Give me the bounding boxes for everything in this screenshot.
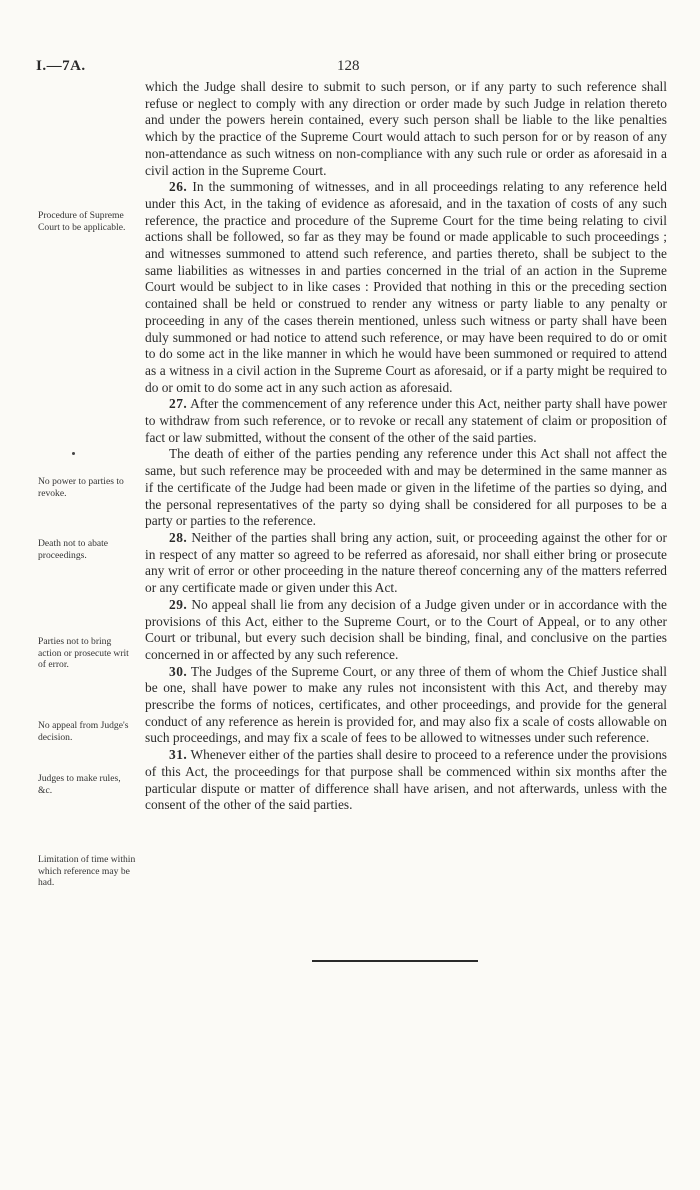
paragraph: [145, 79, 667, 179]
section-27: [145, 396, 667, 446]
page-number: 128: [337, 58, 360, 74]
paragraph-text: No appeal shall lie from any decision of a Judge given under or in accordance with the provisions of this Act, either to the Supreme Court, or to the Court of Appeal, or to any other Court or tribunal, but every such decision shall be binding, final, and conclusive on the parties concerned in or affected by any such reference.: [145, 596, 667, 662]
margin-note: Parties not to bring action or prosecute writ of error.: [38, 636, 129, 670]
section-number: 31.: [169, 747, 188, 763]
section-26: [145, 179, 667, 396]
paragraph-text: Neither of the parties shall bring any action, suit, or proceeding against the other for or in respect of any matter so agreed to be referred as aforesaid, nor shall either bring or prosecute any writ of error or other proceeding in the nature thereof concerning any of the matters referred or any certificate made or given under this Act.: [145, 529, 668, 596]
paragraph-text: The Judges of the Supreme Court, or any three of them of whom the Chief Justice shall be one, shall have power to make any rules not inconsistent with this Act, and thereby may prescribe the forms of notices, certificates, and other proceedings, and provide for the general conduct of any reference as herein is provided for, and may also fix a scale of costs allowable on such proceedings, and may fix a scale of fees to be allowed to witnesses under such reference.: [145, 663, 668, 746]
paragraph-text: After the commencement of any reference under this Act, neither party shall have power to withdraw from such reference, or to revoke or recall any statement of claim or proposition of fact or law submitted, without the consent of the other of the said parties.: [145, 396, 667, 445]
paragraph-text: In the summoning of witnesses, and in all proceedings relating to any reference held under this Act, in the taking of evidence as aforesaid, and in the taxation of costs of any such reference, the practice and procedure of the Supreme Court for the time being relating to civil actions shall be followed, so far as they may be found or made applicable to such proceedings ; and witnesses summoned to attend such reference, and parties thereto, shall be subject to the same liabilities as witnesses in and parties concerned in the trial of an action in the Supreme Court would be subject to in like cases : Provided that nothing in this or the preceding section contained shall be held or construed to render any witness or party liable to any penalty or proceeding in any of the cases therein mentioned, unless such witness or party shall have been duly summoned or had notice to attend such reference, or may have been required to do or omit to do some act in the like manner in which he would have been summoned or required to attend as a witness in a civil action in the Supreme Court as aforesaid, or if a party might be required to do or omit to do some act in any such action as aforesaid.: [145, 179, 667, 395]
ink-speck: [72, 452, 75, 455]
section-31: [145, 747, 667, 814]
margin-note: No appeal from Judge's decision.: [38, 720, 129, 743]
document-reference: I.—7A.: [36, 58, 86, 74]
margin-note: Limitation of time within which reference may be had.: [38, 854, 136, 888]
section-number: 27.: [169, 396, 188, 412]
margin-note: Death not to abate proceedings.: [38, 538, 109, 561]
section-30: [145, 664, 667, 748]
margin-note: No power to parties to revoke.: [38, 476, 124, 499]
body-text: [145, 79, 667, 814]
paragraph-text: Whenever either of the parties shall desire to proceed to a reference under the provisions of this Act, the proceedings for that purpose shall be commenced within six months after the particular dispute or matter of difference shall have arisen, and not afterwards, unless with the consent of the other of the said parties.: [145, 747, 668, 813]
section-number: 30.: [169, 663, 188, 679]
section-29: [145, 597, 667, 664]
paragraph-text: The death of either of the parties pending any reference under this Act shall not affect the same, but such reference may be proceeded with and may be determined in the same manner as if the certificate of the Judge had been made or given in the lifetime of the parties so dying, and the personal representatives of the party so dying shall be considered for all purposes to be a party or parties to the reference.: [145, 446, 667, 529]
margin-note: Procedure of Supreme Court to be applicable.: [38, 210, 126, 233]
margin-note: Judges to make rules, &c.: [38, 773, 121, 796]
paragraph-text: which the Judge shall desire to submit to such person, or if any party to such reference shall refuse or neglect to comply with any direction or order made by such Judge in relation thereto and under the powers herein contained, every such person shall be liable to the like penalties which by the practice of the Supreme Court would attach to such person for or by reason of any non-attendance as such witness on non-compliance with any such rule or order as aforesaid in a civil action in the Supreme Court.: [145, 79, 667, 178]
section-number: 28.: [169, 529, 188, 545]
paragraph: [145, 446, 667, 530]
section-number: 29.: [169, 596, 188, 612]
section-number: 26.: [169, 179, 188, 195]
section-28: [145, 530, 667, 597]
closing-rule: [312, 960, 478, 962]
